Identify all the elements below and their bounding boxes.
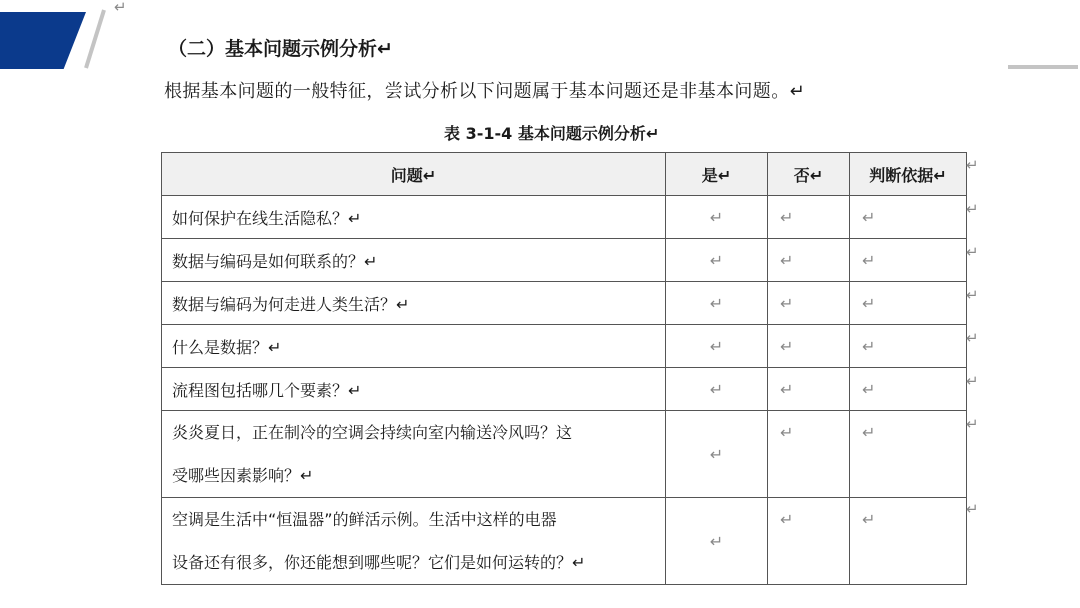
no-cell[interactable]: ↵ [768,196,850,239]
row-end-mark: ↵ [966,243,979,261]
table-row [162,498,967,585]
no-cell[interactable]: ↵ [768,239,850,282]
table-row [162,368,967,411]
table-row [162,325,967,368]
yes-cell[interactable]: ↵ [666,325,768,368]
decorative-slash [82,8,108,70]
basis-cell[interactable]: ↵ [850,325,967,368]
yes-cell[interactable]: ↵ [666,282,768,325]
basis-cell[interactable]: ↵ [850,196,967,239]
yes-cell[interactable]: ↵ [666,196,768,239]
no-cell[interactable]: ↵ [768,325,850,368]
basis-cell[interactable]: ↵ [850,282,967,325]
question-cell: 数据与编码为何走进人类生活？↵ [162,282,666,325]
row-end-mark: ↵ [966,372,979,390]
row-end-mark: ↵ [966,329,979,347]
yes-cell[interactable]: ↵ [666,239,768,282]
row-end-mark: ↵ [966,286,979,304]
basis-cell[interactable]: ↵ [850,411,967,498]
row-end-mark: ↵ [966,500,979,518]
basis-cell[interactable]: ↵ [850,498,967,585]
basis-cell[interactable]: ↵ [850,239,967,282]
table-row [162,282,967,325]
header-yes: 是↵ [666,153,768,196]
no-cell[interactable]: ↵ [768,498,850,585]
header-no: 否↵ [768,153,850,196]
table-caption: 表 3-1-4 基本问题示例分析↵ [444,124,660,143]
yes-cell[interactable]: ↵ [666,368,768,411]
yes-cell[interactable]: ↵ [666,411,768,498]
row-end-mark: ↵ [966,200,979,218]
no-cell[interactable]: ↵ [768,282,850,325]
paragraph-mark: ↵ [114,0,127,16]
header-question: 问题↵ [162,153,666,196]
no-cell[interactable]: ↵ [768,368,850,411]
question-line: 空调是生活中“恒温器”的鲜活示例。生活中这样的电器 [172,510,557,529]
question-cell: 数据与编码是如何联系的？↵ [162,239,666,282]
question-cell: 流程图包括哪几个要素？↵ [162,368,666,411]
table-row [162,196,967,239]
table-row [162,411,967,498]
question-cell [162,411,666,498]
decorative-rule [1008,65,1078,69]
yes-cell[interactable]: ↵ [666,498,768,585]
question-line: 炎炎夏日，正在制冷的空调会持续向室内输送冷风吗？这 [172,423,573,442]
no-cell[interactable]: ↵ [768,411,850,498]
decorative-blue-block [0,12,86,69]
table-header-row [162,153,967,196]
question-cell [162,498,666,585]
basis-cell[interactable]: ↵ [850,368,967,411]
table-row [162,239,967,282]
row-end-mark: ↵ [966,156,979,174]
header-basis: 判断依据↵ [850,153,967,196]
question-cell: 什么是数据？↵ [162,325,666,368]
question-cell: 如何保护在线生活隐私？↵ [162,196,666,239]
question-table [161,152,967,585]
row-end-mark: ↵ [966,415,979,433]
question-line: 受哪些因素影响？↵ [172,466,314,485]
intro-paragraph: 根据基本问题的一般特征，尝试分析以下问题属于基本问题还是非基本问题。↵ [164,81,806,102]
question-line: 设备还有很多，你还能想到哪些呢？它们是如何运转的？↵ [172,553,586,572]
section-heading: （二）基本问题示例分析↵ [168,38,393,60]
